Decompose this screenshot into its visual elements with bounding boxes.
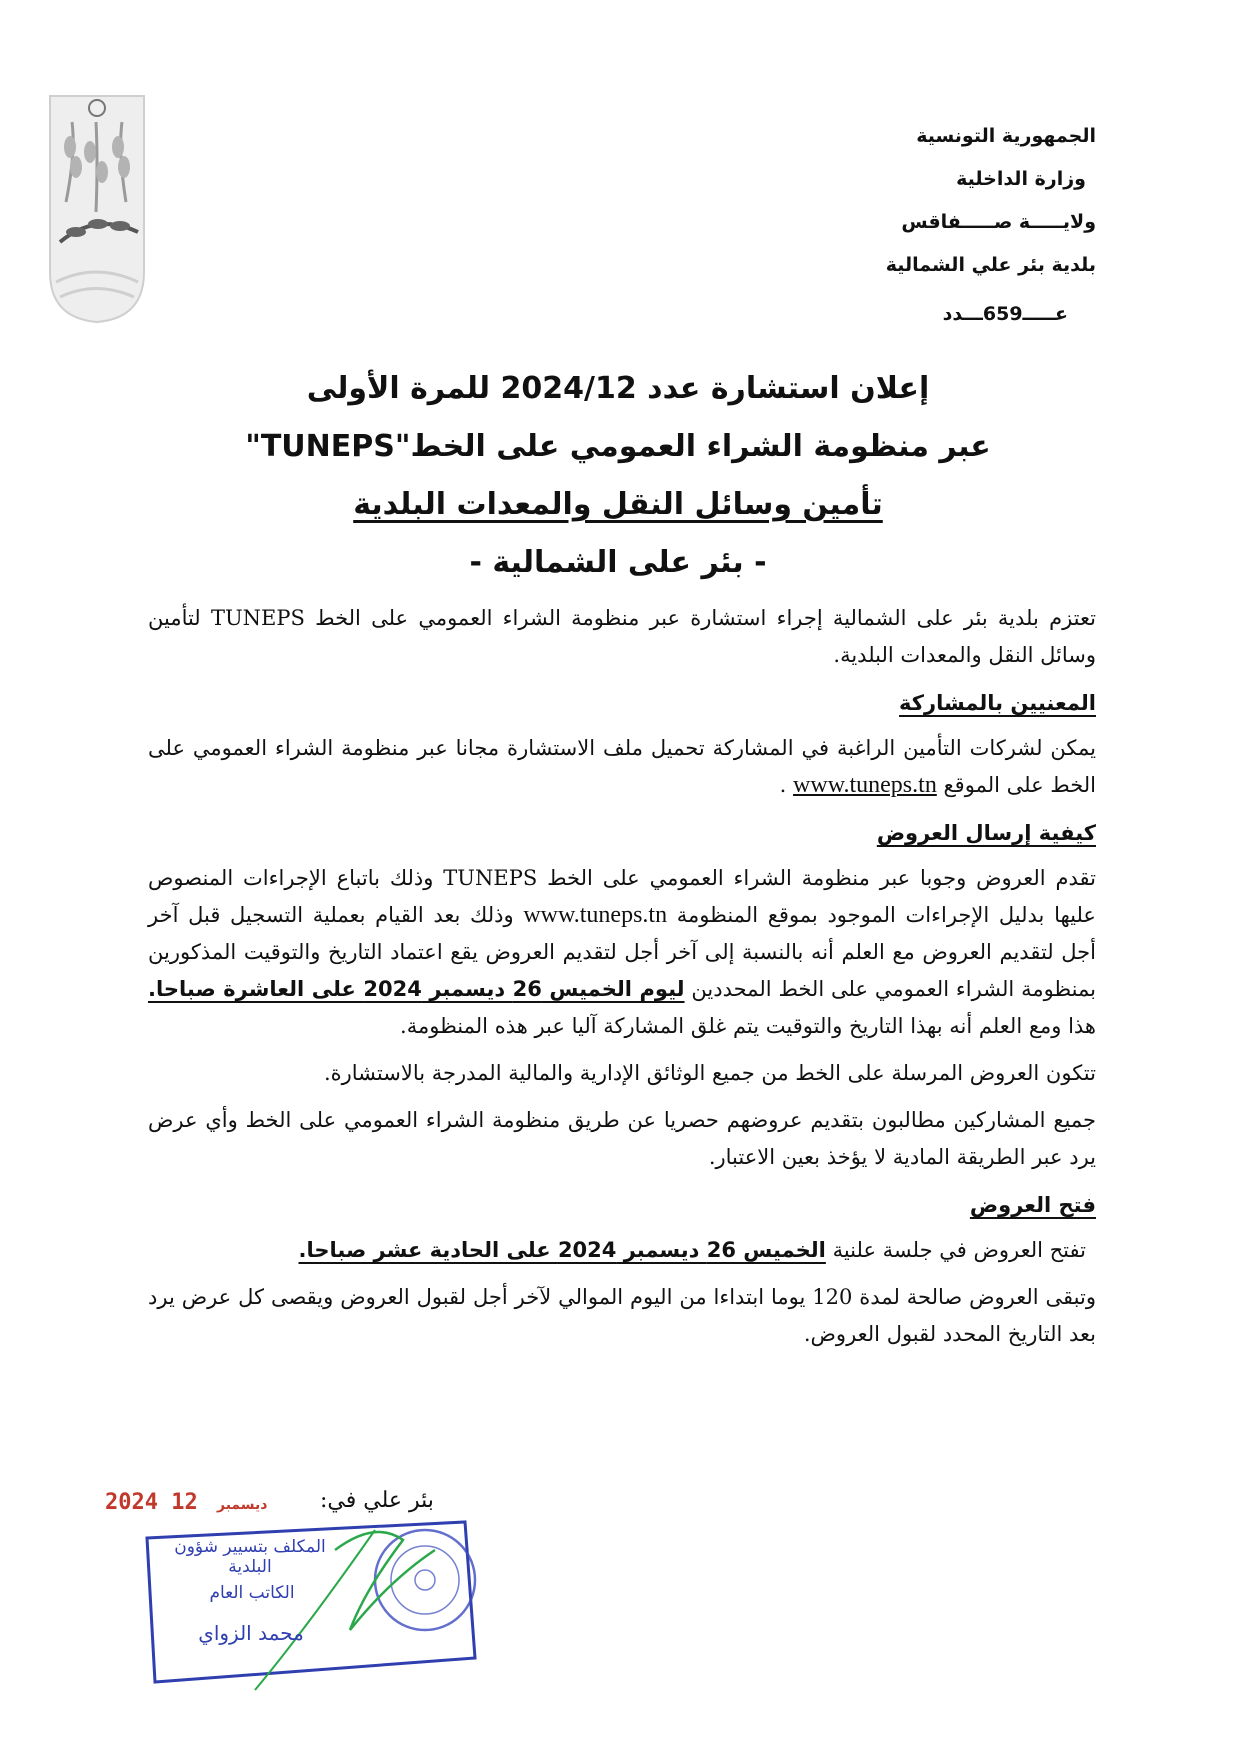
document-header bbox=[776, 115, 1096, 336]
document-body bbox=[148, 600, 1096, 1363]
stamp-signatory-name: محمد الزواي bbox=[198, 1621, 304, 1645]
municipality-name: بلدية بئر علي الشمالية bbox=[885, 254, 1096, 276]
intro-paragraph: تعتزم بلدية بئر على الشمالية إجراء استشارة عبر منظومة الشراء العمومي على الخط TUNEPS لتأمين وسائل النقل والمعدات البلدية. bbox=[148, 606, 1096, 667]
submission-text-c: هذا ومع العلم أنه بهذا التاريخ والتوقيت يتم غلق المشاركة آليا عبر هذه المنظومة. bbox=[400, 1014, 1096, 1038]
section-heading-participants bbox=[148, 684, 1096, 722]
governorate-name: ولايـــــة صـــــفاقس bbox=[901, 211, 1096, 233]
document-number: عـــــ659ـــدد bbox=[942, 303, 1068, 325]
participants-text: يمكن لشركات التأمين الراغبة في المشاركة تحميل ملف الاستشارة مجانا عبر منظومة الشراء العمومي على الخط على الموقع bbox=[148, 736, 1096, 797]
date-stamp-day: 12 bbox=[171, 1490, 198, 1515]
stamp-role: المكلف بتسيير شؤون البلدية bbox=[174, 1537, 326, 1577]
participants-paragraph bbox=[148, 730, 1096, 804]
participants-heading: المعنيين بالمشاركة bbox=[899, 691, 1096, 715]
submission-paragraph-3: جميع المشاركين مطالبون بتقديم عروضهم حصريا عن طريق منظومة الشراء العمومي على الخط وأي عرض يرد عبر الطريقة المادية لا يؤخذ بعين الاعتبار. bbox=[148, 1108, 1096, 1169]
submission-heading: كيفية إرسال العروض bbox=[876, 821, 1096, 845]
opening-date: الخميس 26 ديسمبر 2024 على الحادية عشر صباحا. bbox=[298, 1238, 826, 1262]
opening-paragraph-2: وتبقى العروض صالحة لمدة 120 يوما ابتداءا من اليوم الموالي لآخر أجل لقبول العروض ويقصى كل عرض يرد بعد التاريخ المحدد لقبول العروض. bbox=[148, 1285, 1096, 1346]
submission-deadline: ليوم الخميس 26 ديسمبر 2024 على العاشرة صباحا. bbox=[148, 977, 685, 1001]
section-heading-submission bbox=[148, 814, 1096, 852]
submission-text-a: تقدم العروض وجوبا عبر منظومة الشراء العمومي على الخط TUNEPS وذلك باتباع الإجراءات المنصوص عليها بدليل الإجراءات الموجود بموقع المنظومة bbox=[148, 866, 1096, 927]
opening-paragraph-1 bbox=[148, 1232, 1096, 1269]
title-line-4: - بئر على الشمالية - bbox=[469, 545, 767, 580]
title-line-1: إعلان استشارة عدد 2024/12 للمرة الأولى bbox=[306, 371, 930, 406]
title-line-2: عبر منظومة الشراء العمومي على الخط"TUNEPS" bbox=[245, 429, 991, 464]
republic-name: الجمهورية التونسية bbox=[916, 125, 1096, 147]
submission-text-b: وذلك بعد القيام بعملية التسجيل قبل آخر أجل لتقديم العروض مع العلم أنه بالنسبة إلى آخر أجل لتقديم العروض يقع اعتماد التاريخ والتوقيت المذكورين بمنظومة الشراء العمومي على الخط المحددين bbox=[148, 903, 1096, 1001]
tuneps-link[interactable]: www.tuneps.tn bbox=[793, 772, 937, 798]
date-stamp-year: 2024 bbox=[105, 1490, 158, 1515]
submission-paragraph-1 bbox=[148, 860, 1096, 1045]
place-and-date-label: بئر علي في: bbox=[320, 1488, 434, 1513]
opening-text: تفتح العروض في جلسة علنية bbox=[832, 1238, 1086, 1262]
date-stamp-month: ديسمبر bbox=[216, 1497, 268, 1513]
round-seal-icon bbox=[375, 1530, 475, 1630]
municipality-emblem-icon bbox=[46, 92, 148, 324]
municipality-logo bbox=[46, 92, 148, 324]
section-heading-opening bbox=[148, 1186, 1096, 1224]
ministry-name: وزارة الداخلية bbox=[956, 168, 1086, 190]
tuneps-site-link[interactable]: www.tuneps.tn bbox=[523, 902, 668, 928]
subject-title: تأمين وسائل النقل والمعدات البلدية bbox=[353, 487, 883, 522]
submission-paragraph-2: تتكون العروض المرسلة على الخط من جميع الوثائق الإدارية والمالية المدرجة بالاستشارة. bbox=[323, 1061, 1096, 1085]
participants-text-end: . bbox=[779, 773, 787, 797]
stamp-title: الكاتب العام bbox=[209, 1583, 295, 1603]
opening-heading: فتح العروض bbox=[969, 1193, 1096, 1217]
title-line-3 bbox=[140, 476, 1096, 534]
announcement-titles bbox=[140, 360, 1096, 592]
